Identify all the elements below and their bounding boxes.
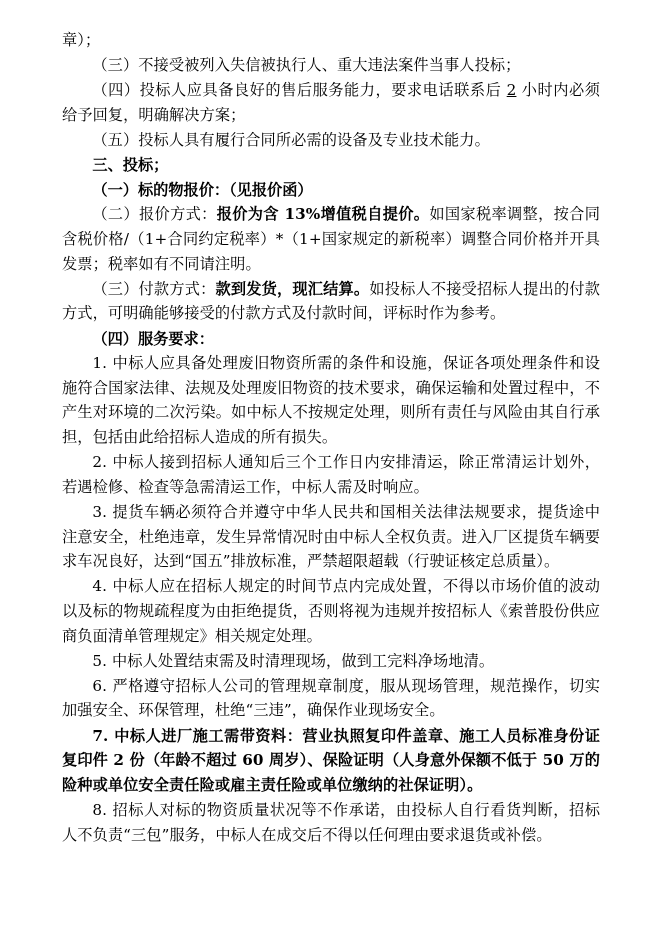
paragraph-service-5: 5. 中标人处置结束需及时清理现场，做到工完料净场地清。: [92, 651, 495, 670]
quote-method-emphasis: 报价为含 13%增值税自提价。: [216, 205, 430, 224]
paragraph-service-7: 7. 中标人进厂施工需带资料：营业执照复印件盖章、施工人员标准身份证复印件 2 份（年龄不超过 60 周岁）、保险证明（人身意外保额不低于 50 万的险种或单位安全责任险或雇主责任险或单位缴纳的社保证明）。: [62, 726, 600, 794]
paragraph-service-1: 1. 中标人应具备处理废旧物资所需的条件和设施，保证各项处理条件和设施符合国家法律、法规及处理废旧物资的技术要求，确保运输和处置过程中，不产生对环境的二次污染。如中标人不按规定处理，则所有责任与风险由其自行承担，包括由此给招标人造成的所有损失。: [62, 354, 600, 446]
payment-method-emphasis: 款到发货，现汇结算。: [215, 279, 370, 298]
subsection-service-requirements: （四）服务要求：: [92, 329, 214, 348]
paragraph-service-8: 8. 招标人对标的物资质量状况等不作承诺，由投标人自行看货判断，招标人不负责“三包”服务，中标人在成交后不得以任何理由要求退货或补偿。: [62, 800, 600, 844]
subsection-price-quote: （一）标的物报价：（见报价函）: [92, 180, 313, 199]
paragraph-quote-method: （二）报价方式：报价为含 13%增值税自提价。如国家税率调整，按合同含税价格/（1+合同约定税率）*（1+国家规定的新税率）调整合同价格并开具发票；税率如有不同请注明。: [62, 205, 600, 273]
paragraph-service-6: 6. 严格遵守招标人公司的管理规章制度，服从现场管理，规范操作，切实加强安全、环保管理，杜绝“三违”，确保作业现场安全。: [62, 676, 600, 720]
underlined-hours: 2: [506, 81, 517, 100]
paragraph-payment-method: （三）付款方式：款到发货，现汇结算。如投标人不接受招标人提出的付款方式，可明确能够接受的付款方式及付款时间，评标时作为参考。: [62, 279, 601, 323]
paragraph-condition-3: （三）不接受被列入失信被执行人、重大违法案件当事人投标；: [92, 56, 521, 75]
paragraph-service-2: 2. 中标人接到招标人通知后三个工作日内安排清运，除正常清运计划外，若遇检修、检查等急需清运工作，中标人需及时响应。: [62, 453, 600, 496]
paragraph-service-4: 4. 中标人应在招标人规定的时间节点内完成处置，不得以市场价值的波动以及标的物规疏程度为由拒绝提货，否则将视为违规并按招标人《索普股份供应商负面清单管理规定》相关规定处理。: [62, 577, 600, 645]
section-heading-bidding: 三、投标；: [92, 156, 169, 175]
paragraph-service-3: 3. 提货车辆必须符合并遵守中华人民共和国相关法律法规要求，提货途中注意安全，杜绝违章，发生异常情况时由中标人全权负责。进入厂区提货车辆要求车况良好，达到“国五”排放标准，严禁超限超载（行驶证核定总质量）。: [62, 502, 600, 571]
paragraph-condition-5: （五）投标人具有履行合同所必需的设备及专业技术能力。: [92, 131, 490, 149]
paragraph-condition-4: （四）投标人应具备良好的售后服务能力，要求电话联系后 2 小时内必须给予回复，明确解决方案；: [62, 81, 600, 124]
paragraph-章: 章）；: [62, 31, 101, 49]
